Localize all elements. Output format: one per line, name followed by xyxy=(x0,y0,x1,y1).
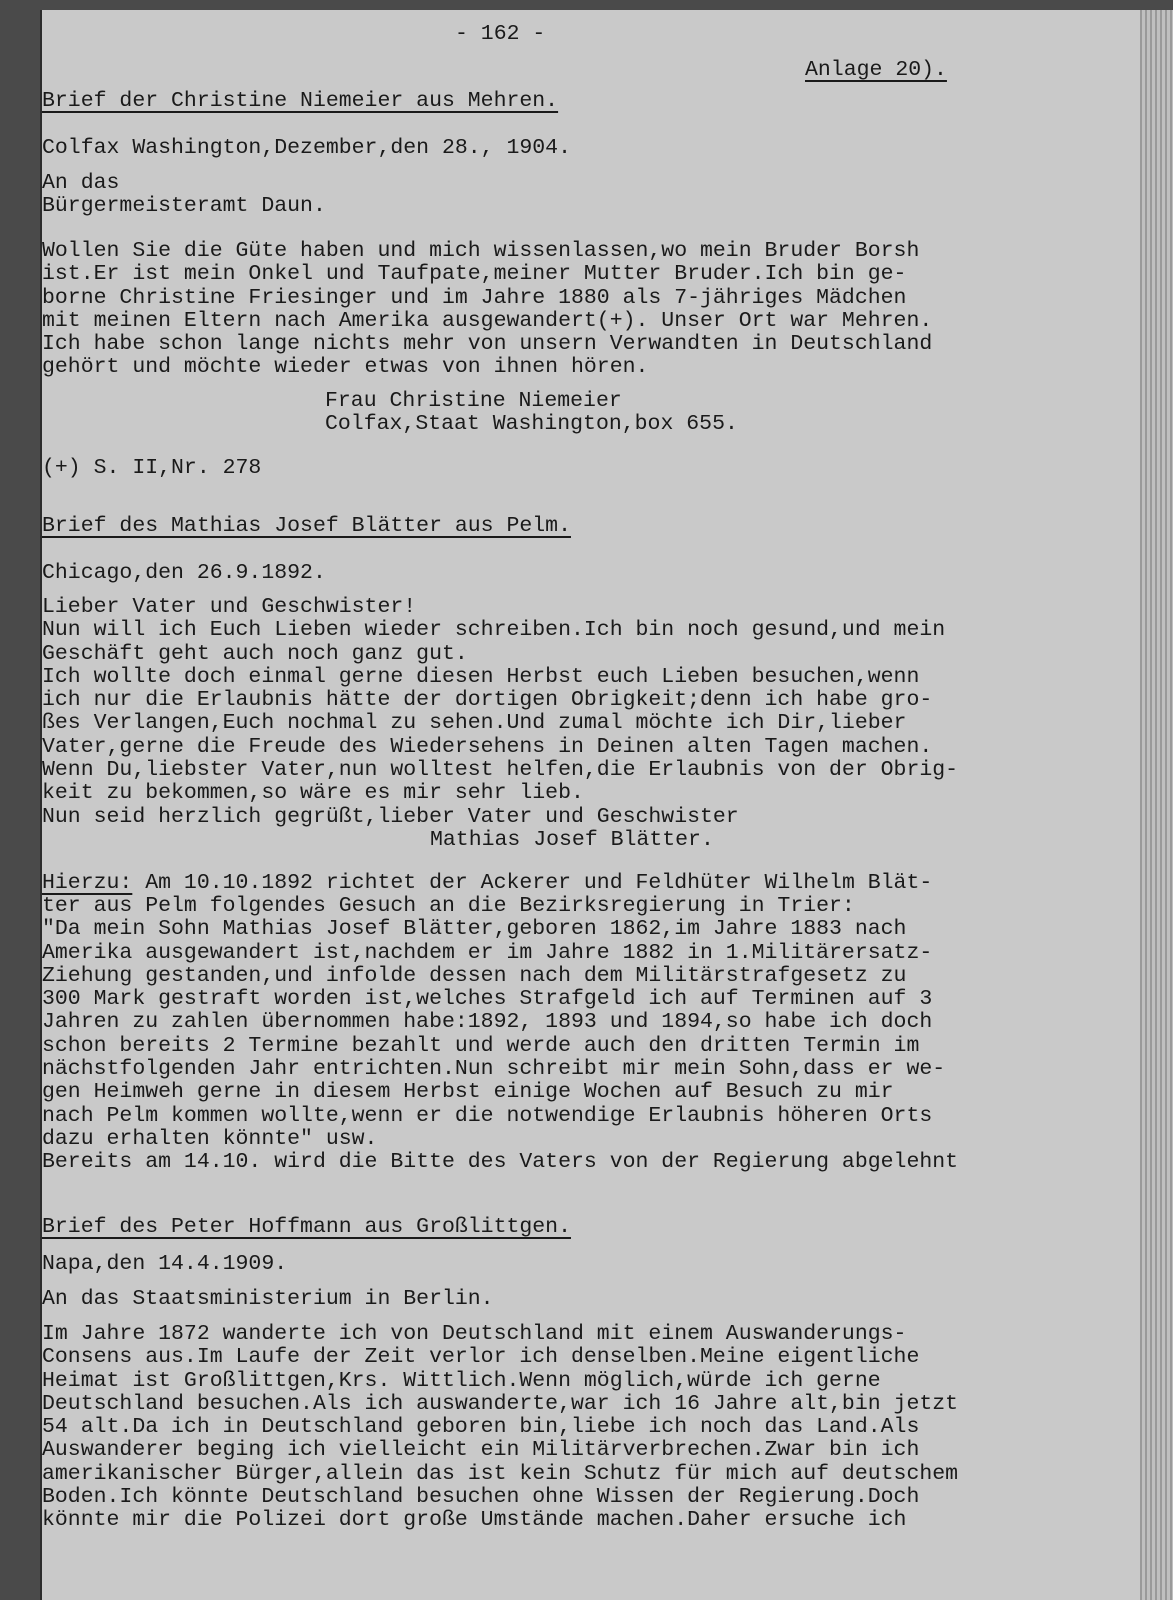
text-line: könnte mir die Polizei dort große Umstände machen.Daher ersuche ich xyxy=(42,1508,907,1533)
text-line: borne Christine Friesinger und im Jahre 1880 als 7-jähriges Mädchen xyxy=(42,285,907,310)
section-2-note-first-line xyxy=(42,872,932,895)
text-line: ist.Er ist mein Onkel und Taufpate,meiner Mutter Bruder.Ich bin ge- xyxy=(42,262,907,287)
section-2-heading: Brief des Mathias Josef Blätter aus Pelm. xyxy=(42,514,571,538)
text-line: Ich wollte doch einmal gerne diesen Herbst euch Lieben besuchen,wenn xyxy=(42,664,920,689)
text-line: An das xyxy=(42,171,120,195)
section-2-note xyxy=(42,895,958,1175)
text-line: mit meinen Eltern nach Amerika ausgewandert(+). Unser Ort war Mehren. xyxy=(42,308,933,333)
text-line: Heimat ist Großlittgen,Krs. Wittlich.Wenn möglich,würde ich gerne xyxy=(42,1368,881,1393)
section-2-date: Chicago,den 26.9.1892. xyxy=(42,561,326,585)
text-line: Bereits am 14.10. wird die Bitte des Vaters von der Regierung abgelehnt xyxy=(42,1150,959,1175)
text-line: Frau Christine Niemeier xyxy=(325,389,622,413)
section-1-footnote: (+) S. II,Nr. 278 xyxy=(42,456,262,480)
section-3-date: Napa,den 14.4.1909. xyxy=(42,1252,288,1276)
text-line: Wollen Sie die Güte haben und mich wissenlassen,wo mein Bruder Borsh xyxy=(42,239,920,263)
text-line: amerikanischer Bürger,allein das ist kein Schutz für mich auf deutschem xyxy=(42,1461,959,1486)
section-1-heading: Brief der Christine Niemeier aus Mehren. xyxy=(42,89,559,113)
section-2-body xyxy=(42,596,958,829)
note-first-text: Am 10.10.1892 richtet der Ackerer und Feldhüter Wilhelm Blät- xyxy=(132,871,933,895)
text-line: Boden.Ich könnte Deutschland besuchen ohne Wissen der Regierung.Doch xyxy=(42,1485,920,1510)
section-1-body xyxy=(42,240,932,380)
text-line: ter aus Pelm folgendes Gesuch an die Bezirksregierung in Trier: xyxy=(42,894,855,918)
text-line: ßes Verlangen,Euch nochmal zu sehen.Und zumal möchte ich Dir,lieber xyxy=(42,711,907,736)
annex-label: Anlage 20). xyxy=(805,58,947,82)
text-line: nächstfolgenden Jahr entrichten.Nun schreibt mir mein Sohn,dass er we- xyxy=(42,1057,946,1082)
text-line: gehört und möchte wieder etwas von ihnen hören. xyxy=(42,355,649,380)
page-number: - 162 - xyxy=(455,22,546,46)
text-line: Nun will ich Euch Lieben wieder schreiben.Ich bin noch gesund,und mein xyxy=(42,618,946,643)
text-line: dazu erhalten könnte" usw. xyxy=(42,1126,378,1151)
text-line: Jahren zu zahlen übernommen habe:1892, 1893 und 1894,so habe ich doch xyxy=(42,1010,933,1035)
section-1-signature xyxy=(325,390,738,437)
text-line: 54 alt.Da ich in Deutschland geboren bin,liebe ich noch das Land.Als xyxy=(42,1415,920,1440)
section-2-signature: Mathias Josef Blätter. xyxy=(430,828,714,852)
text-line: schon bereits 2 Termine bezahlt und werde auch den dritten Termin im xyxy=(42,1033,920,1058)
text-line: gen Heimweh gerne in diesem Herbst einige Wochen auf Besuch zu mir xyxy=(42,1080,894,1105)
text-line: "Da mein Sohn Mathias Josef Blätter,geboren 1862,im Jahre 1883 nach xyxy=(42,917,907,942)
text-line: Colfax,Staat Washington,box 655. xyxy=(325,412,738,437)
text-line: Ich habe schon lange nichts mehr von unsern Verwandten in Deutschland xyxy=(42,332,933,357)
text-line: Vater,gerne die Freude des Wiedersehens in Deinen alten Tagen machen. xyxy=(42,734,933,759)
note-label: Hierzu: xyxy=(42,871,133,895)
section-3-body xyxy=(42,1323,958,1533)
text-line: Nun seid herzlich gegrüßt,lieber Vater und Geschwister xyxy=(42,804,739,829)
text-line: keit zu bekommen,so wäre es mir sehr lieb. xyxy=(42,781,584,806)
text-line: Amerika ausgewandert ist,nachdem er im Jahre 1882 in 1.Militärersatz- xyxy=(42,940,933,965)
text-line: Deutschland besuchen.Als ich auswanderte,war ich 16 Jahre alt,bin jetzt xyxy=(42,1391,959,1416)
text-line: nach Pelm kommen wollte,wenn er die notwendige Erlaubnis höheren Orts xyxy=(42,1103,933,1128)
text-line: Ziehung gestanden,und infolde dessen nach dem Militärstrafgesetz zu xyxy=(42,963,907,988)
section-3-heading: Brief des Peter Hoffmann aus Großlittgen. xyxy=(42,1215,571,1239)
text-line: Wenn Du,liebster Vater,nun wolltest helfen,die Erlaubnis von der Obrig- xyxy=(42,758,959,783)
text-line: Geschäft geht auch noch ganz gut. xyxy=(42,641,468,666)
text-line: Bürgermeisteramt Daun. xyxy=(42,194,326,219)
text-line: 300 Mark gestraft worden ist,welches Strafgeld ich auf Terminen auf 3 xyxy=(42,987,933,1012)
text-line: Im Jahre 1872 wanderte ich von Deutschland mit einem Auswanderungs- xyxy=(42,1322,907,1346)
text-line: ich nur die Erlaubnis hätte der dortigen Obrigkeit;denn ich habe gro- xyxy=(42,688,933,713)
text-line: Auswanderer beging ich vielleicht ein Militärverbrechen.Zwar bin ich xyxy=(42,1438,920,1463)
page-edge xyxy=(1140,10,1173,1600)
section-3-addressee: An das Staatsministerium in Berlin. xyxy=(42,1287,494,1311)
section-1-addressee xyxy=(42,172,326,219)
section-1-date: Colfax Washington,Dezember,den 28., 1904. xyxy=(42,136,571,160)
text-line: Consens aus.Im Laufe der Zeit verlor ich denselben.Meine eigentliche xyxy=(42,1345,920,1370)
text-line: Lieber Vater und Geschwister! xyxy=(42,595,417,619)
